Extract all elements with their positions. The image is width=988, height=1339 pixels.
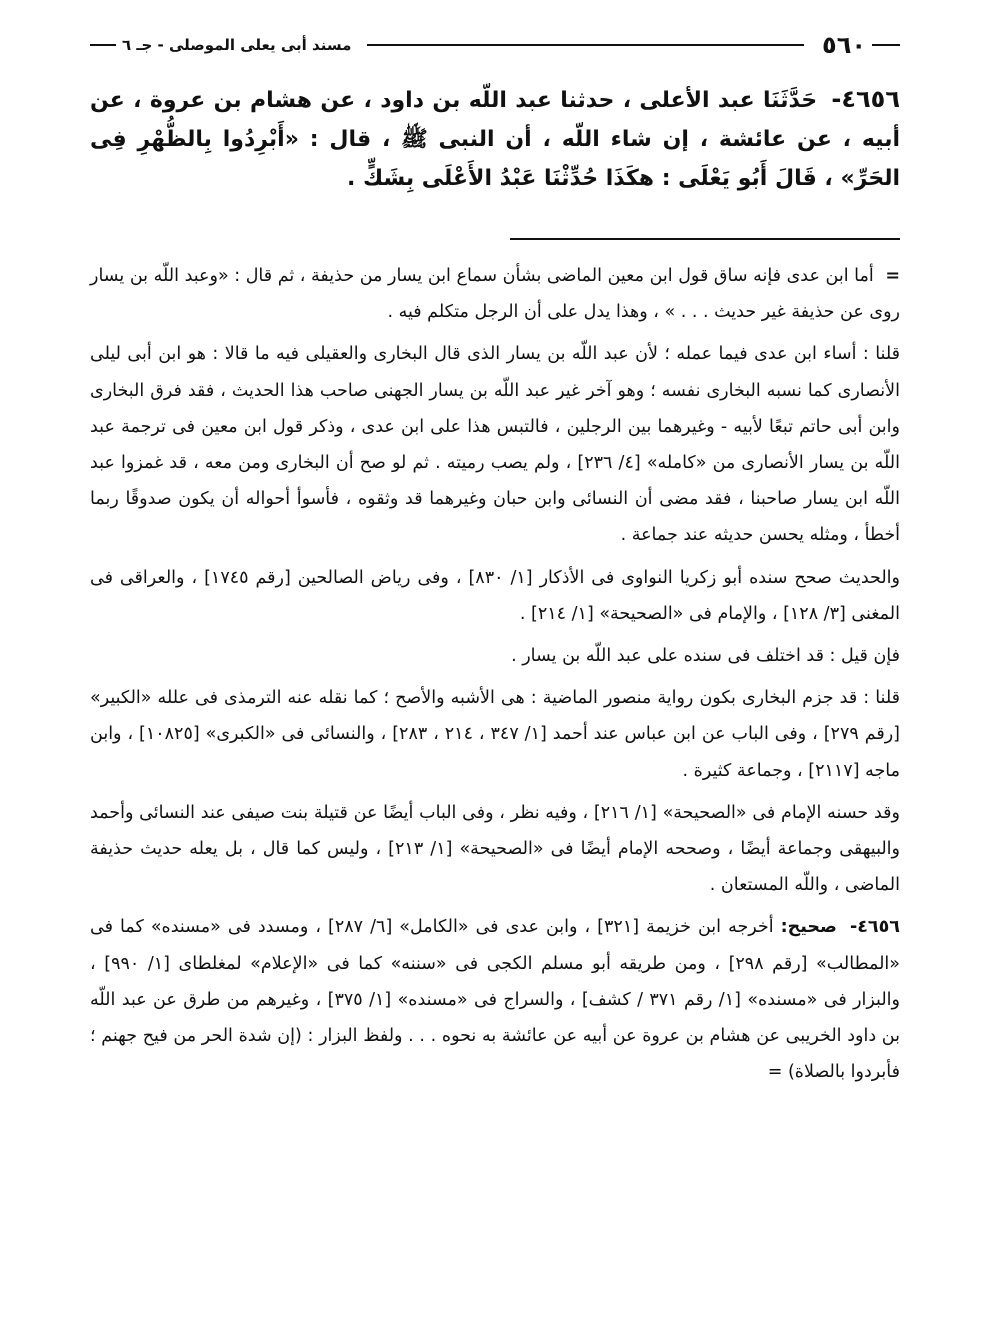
hadith-chain: عبد الأعلى ، حدثنا عبد اللّه بن داود ، عن هشام بن عروة ، عن أبيه ، عن عائشة ، إن شاء اللّه ، أن النبى ﷺ ، قال : [90, 88, 900, 152]
footnotes [90, 258, 900, 1096]
hadith-haddathana: حَدَّثَنَا [762, 88, 818, 113]
takhrij-text: أخرجه ابن خزيمة [٣٢١] ، وابن عدى فى «الكامل» [٦/ ٢٨٧] ، ومسدد فى «مسنده» كما فى «المطالب» [رقم ٢٩٨] ، ومن طريقه أبو مسلم الكجى فى «سننه» كما فى «الإعلام» لمغلطاى [١/ ٩٩٠] ، والبزار فى «مسنده» [١/ رقم ٣٧١ / كشف] ، والسراج فى «مسنده» [١/ ٣٧٥] ، وغيرهم من طرق عن عبد اللّه بن داود الخريبى عن هشام بن عروة عن أبيه عن عائشة به نحوه . . . ولفظ البزار : (إن شدة الحر من فيح جهنم ؛ فأبردوا بالصلاة) = [90, 917, 900, 1083]
page-header [90, 30, 900, 60]
hadith-text [90, 80, 900, 198]
page-number: ٥٦٠ [822, 31, 866, 59]
note-paragraph: وقد حسنه الإمام فى «الصحيحة» [١/ ٢١٦] ، وفيه نظر ، وفى الباب أيضًا عن قتيلة بنت صيفى عند النسائى وأحمد والبيهقى وجماعة أيضًا ، وصححه الإمام أيضًا فى «الصحيحة» [١/ ٢١٣] ، وليس كما قال ، بل يعله حديث حذيفة الماضى ، واللّه المستعان . [90, 802, 900, 896]
book-title: مسند أبى يعلى الموصلى - جـ ٦ [122, 36, 352, 54]
takhrij-number: ٤٦٥٦- [849, 917, 900, 938]
note-paragraph [90, 258, 900, 330]
hadith-closing: ، قَالَ أَبُو يَعْلَى : هكَذَا حُدِّثْنَا عَبْدُ الأَعْلَى بِشَكٍّ . [346, 166, 833, 191]
takhrij-paragraph [90, 909, 900, 1090]
header-rule [367, 44, 804, 46]
hadith-number: ٤٦٥٦- [831, 85, 900, 113]
continuation-mark: = [885, 266, 900, 286]
header-rule [90, 44, 116, 46]
note-paragraph: والحديث صحح سنده أبو زكريا النواوى فى الأذكار [١/ ٨٣٠] ، وفى رياض الصالحين [رقم ١٧٤٥] ، والعراقى فى المغنى [٣/ ١٢٨] ، والإمام فى «الصحيحة» [١/ ٢١٤] . [90, 567, 900, 624]
note-text: أما ابن عدى فإنه ساق قول ابن معين الماضى بشأن سماع ابن يسار من حذيفة ، ثم قال : «وعبد اللّه بن يسار روى عن حذيفة غير حديث . . . » ، وهذا يدل على أن الرجل متكلم فيه . [90, 266, 900, 323]
takhrij-grade: صحيح: [780, 917, 837, 938]
hadith-quote: «أَبْرِدُوا بِالظُّهْرِ فِى الحَرِّ» [90, 127, 900, 191]
note-paragraph: فإن قيل : قد اختلف فى سنده على عبد اللّه بن يسار . [511, 646, 900, 667]
header-rule [872, 44, 900, 46]
footnote-separator [510, 238, 900, 240]
document-page [90, 0, 900, 1339]
note-paragraph: قلنا : قد جزم البخارى بكون رواية منصور الماضية : هى الأشبه والأصح ؛ كما نقله عنه الترمذى فى علله «الكبير» [رقم ٢٧٩] ، وفى الباب عن ابن عباس عند أحمد [١/ ٣٤٧ ، ٢١٤ ، ٢٨٣] ، والنسائى فى «الكبرى» [١٠٨٢٥] ، وابن ماجه [٢١١٧] ، وجماعة كثيرة . [90, 688, 900, 781]
note-paragraph: قلنا : أساء ابن عدى فيما عمله ؛ لأن عبد اللّه بن يسار الذى قال البخارى والعقيلى فيه ما قالا : هو ابن أبى ليلى الأنصارى كما نسبه البخارى نفسه ؛ وهو آخر غير عبد اللّه بن يسار الجهنى صاحب هذا الحديث ، فقد فرق البخارى وابن أبى حاتم تبعًا لأبيه - وغيرهما بين الرجلين ، فالتبس هذا على ابن عدى ، وذكر قول ابن معين فى ترجمة عبد اللّه بن يسار الأنصارى من «كامله» [٤/ ٢٣٦] ، ولم يصب رميته . ثم لو صح أن البخارى ومن معه ، قد غمزوا عبد اللّه ابن يسار صاحبنا ، فقد مضى أن النسائى وابن حبان وغيرهما قد وثقوه ، فأسوأ أحواله أن يكون صدوقًا ربما أخطأ ، ومثله يحسن حديثه عند جماعة . [90, 344, 900, 546]
